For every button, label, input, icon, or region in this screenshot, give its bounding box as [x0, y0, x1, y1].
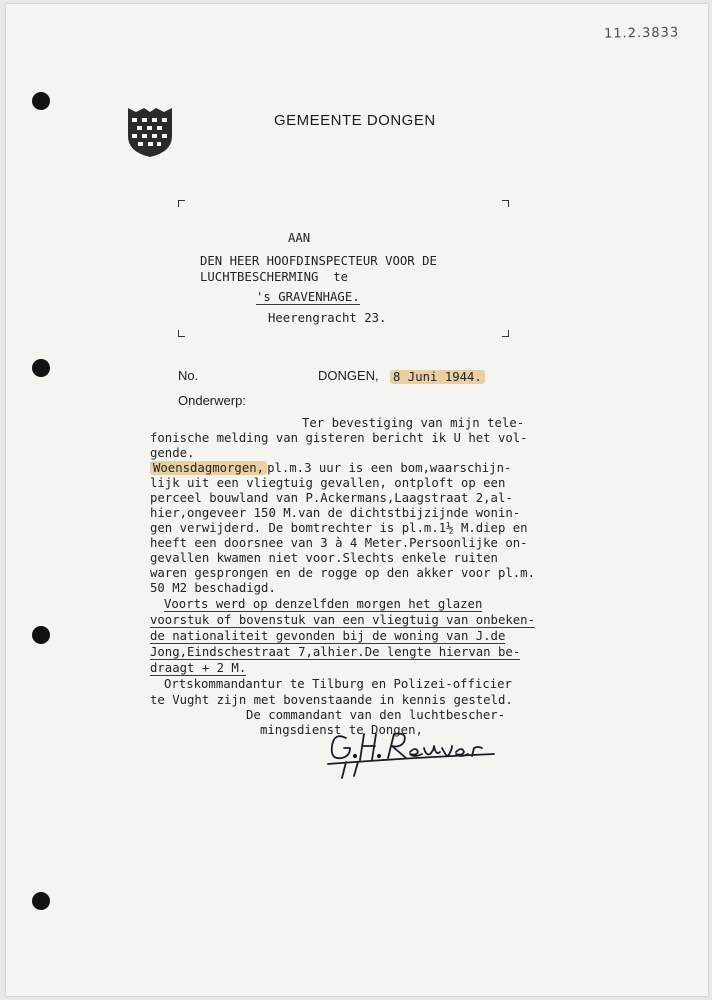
punch-hole	[32, 626, 50, 644]
municipal-crest-icon	[126, 106, 174, 158]
body-line: heeft een doorsnee van 3 à 4 Meter.Persoonlijke on-	[150, 536, 528, 550]
body-line: waren gesprongen en de rogge op den akker voor pl.m.	[150, 566, 535, 580]
body-line-underlined: Jong,Eindschestraat 7,alhier.De lengte hiervan be-	[150, 645, 521, 659]
punch-hole	[32, 892, 50, 910]
body-line	[150, 461, 511, 475]
closing-line: De commandant van den luchtbescher-	[246, 708, 506, 722]
punch-hole	[32, 92, 50, 110]
body-line: hier,ongeveer 150 M.van de dichtstbijzijnde wonin-	[150, 506, 521, 520]
address-corner-mark	[502, 330, 509, 337]
address-corner-mark	[178, 330, 185, 337]
body-line: gen verwijderd. De bomtrechter is pl.m.1½ M.diep en	[150, 521, 528, 535]
body-line: te Vught zijn met bovenstaande in kennis gesteld.	[150, 693, 513, 707]
body-line-underlined: de nationaliteit gevonden bij de woning van J.de	[150, 629, 506, 643]
body-line: Ter bevestiging van mijn tele-	[302, 416, 525, 430]
body-line: lijk uit een vliegtuig gevallen, ontploft op een	[150, 476, 506, 490]
subject-label: Onderwerp:	[178, 393, 246, 408]
address-aan: AAN	[288, 231, 311, 245]
number-label: No.	[178, 368, 199, 383]
archive-number: 11.2.3833	[603, 25, 680, 42]
body-line: gende.	[150, 446, 195, 460]
body-line: Ortskommandantur te Tilburg en Polizei-officier	[164, 677, 512, 691]
address-street: Heerengracht 23.	[268, 311, 387, 325]
address-city: 's GRAVENHAGE.	[256, 290, 360, 304]
letter-page	[6, 4, 708, 996]
address-line: DEN HEER HOOFDINSPECTEUR VOOR DE	[200, 254, 437, 268]
punch-hole	[32, 359, 50, 377]
highlighted-word: Woensdagmorgen,	[150, 461, 267, 475]
body-line-underlined: Voorts werd op denzelfden morgen het glazen	[164, 597, 483, 611]
body-line: 50 M2 beschadigd.	[150, 581, 276, 595]
municipality-heading: GEMEENTE DONGEN	[274, 112, 436, 129]
handwritten-signature	[324, 726, 502, 780]
place-label: DONGEN,	[318, 368, 379, 383]
letter-date: 8 Juni 1944.	[390, 370, 485, 384]
address-corner-mark	[178, 200, 185, 207]
address-corner-mark	[502, 200, 509, 207]
body-line-underlined: voorstuk of bovenstuk van een vliegtuig van onbeken-	[150, 613, 535, 627]
address-line: LUCHTBESCHERMING te	[200, 270, 349, 284]
body-line-rest: pl.m.3 uur is een bom,waarschijn-	[267, 461, 512, 475]
body-line: perceel bouwland van P.Ackermans,Laagstraat 2,al-	[150, 491, 513, 505]
closing-line: mingsdienst te Dongen,	[260, 723, 423, 737]
body-line: fonische melding van gisteren bericht ik U het vol-	[150, 431, 528, 445]
body-line: gevallen kwamen niet voor.Slechts enkele ruiten	[150, 551, 498, 565]
body-line-underlined: draagt + 2 M.	[150, 661, 247, 675]
